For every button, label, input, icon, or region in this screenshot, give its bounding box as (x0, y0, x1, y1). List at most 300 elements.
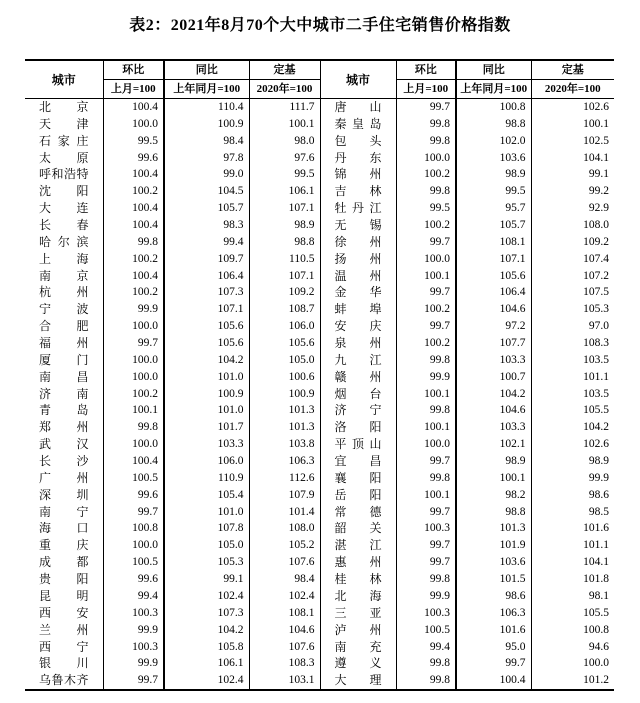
base-value-right: 107.5 (583, 286, 609, 299)
base-value-right: 103.5 (583, 353, 609, 366)
yoy-value-right: 98.8 (456, 504, 531, 521)
city-cell-left: 合肥 (25, 318, 103, 335)
yoy-value-left: 102.4 (164, 588, 249, 605)
base-value-left: 107.6 (249, 639, 320, 656)
base-value-left: 106.1 (249, 183, 320, 200)
city-cell-right: 安庆 (320, 318, 396, 335)
yoy-value-left: 107.1 (164, 301, 249, 318)
base-value-right: 103.5 (583, 387, 609, 400)
header-mom-sub-right: 上月=100 (396, 80, 456, 99)
base-value-left: 108.1 (249, 605, 320, 622)
mom-value-left: 99.7 (103, 672, 164, 690)
table-row (25, 183, 614, 200)
city-cell-left: 西宁 (25, 639, 103, 656)
header-mom-left: 环比 (103, 60, 164, 80)
base-value-right: 105.3 (583, 303, 609, 316)
yoy-value-left: 106.4 (164, 268, 249, 285)
table-row (25, 504, 614, 521)
mom-value-left: 100.1 (103, 402, 164, 419)
yoy-value-left: 107.3 (164, 284, 249, 301)
base-value-left: 101.3 (249, 419, 320, 436)
base-value-left: 105.0 (249, 352, 320, 369)
mom-value-right: 100.3 (396, 605, 456, 622)
base-value-left: 98.9 (249, 217, 320, 234)
base-value-right: 98.5 (588, 505, 609, 518)
yoy-value-right: 103.3 (456, 352, 531, 369)
city-cell-right: 扬州 (320, 251, 396, 268)
base-value-left: 98.0 (249, 133, 320, 150)
mom-value-right: 99.8 (396, 133, 456, 150)
header-city-left: 城市 (25, 60, 103, 99)
table-body (25, 99, 614, 691)
mom-value-right: 99.8 (396, 402, 456, 419)
base-value-right: 105.5 (583, 404, 609, 417)
yoy-value-left: 98.3 (164, 217, 249, 234)
table-row (25, 318, 614, 335)
mom-value-left: 100.4 (103, 99, 164, 116)
mom-value-left: 99.8 (103, 234, 164, 251)
mom-value-right: 99.7 (396, 504, 456, 521)
yoy-value-left: 101.7 (164, 419, 249, 436)
city-cell-right: 南充 (320, 639, 396, 656)
header-base-left: 定基 (249, 60, 320, 80)
base-value-right: 108.3 (583, 337, 609, 350)
city-cell-left: 厦门 (25, 352, 103, 369)
city-cell-left: 昆明 (25, 588, 103, 605)
mom-value-right: 99.8 (396, 352, 456, 369)
table-row (25, 150, 614, 167)
base-value-right: 102.6 (583, 438, 609, 451)
yoy-value-right: 104.6 (456, 402, 531, 419)
mom-value-right: 99.8 (396, 470, 456, 487)
city-cell-right: 襄阳 (320, 470, 396, 487)
yoy-value-left: 105.6 (164, 335, 249, 352)
table-row (25, 234, 614, 251)
city-cell-right: 韶关 (320, 520, 396, 537)
yoy-value-right: 102.0 (456, 133, 531, 150)
mom-value-right: 99.8 (396, 183, 456, 200)
city-cell-left: 太原 (25, 150, 103, 167)
header-mom-sub-left: 上月=100 (103, 80, 164, 99)
mom-value-left: 100.0 (103, 436, 164, 453)
city-cell-right: 宜昌 (320, 453, 396, 470)
page-title: 表2：2021年8月70个大中城市二手住宅销售价格指数 (129, 17, 511, 34)
base-value-left: 105.6 (249, 335, 320, 352)
table-row (25, 133, 614, 150)
city-cell-left: 重庆 (25, 537, 103, 554)
city-cell-left: 乌鲁木齐 (25, 672, 103, 690)
header-mom-right: 环比 (396, 60, 456, 80)
base-value-left: 108.3 (249, 655, 320, 672)
city-cell-left: 兰州 (25, 622, 103, 639)
table-row (25, 268, 614, 285)
city-cell-right: 遵义 (320, 655, 396, 672)
yoy-value-right: 98.6 (456, 588, 531, 605)
yoy-value-left: 100.9 (164, 116, 249, 133)
city-cell-right: 泉州 (320, 335, 396, 352)
city-cell-left: 海口 (25, 520, 103, 537)
city-cell-right: 大理 (320, 672, 396, 690)
base-value-left: 104.6 (249, 622, 320, 639)
base-value-right: 100.0 (583, 657, 609, 670)
city-cell-right: 泸州 (320, 622, 396, 639)
mom-value-left: 99.7 (103, 504, 164, 521)
yoy-value-left: 101.0 (164, 402, 249, 419)
city-cell-right: 三亚 (320, 605, 396, 622)
yoy-value-right: 107.7 (456, 335, 531, 352)
base-value-left: 107.6 (249, 554, 320, 571)
city-cell-right: 无锡 (320, 217, 396, 234)
base-value-right: 99.9 (588, 471, 609, 484)
mom-value-right: 99.9 (396, 588, 456, 605)
base-value-right: 109.2 (583, 235, 609, 248)
base-value-left: 99.5 (249, 166, 320, 183)
yoy-value-right: 101.3 (456, 520, 531, 537)
base-value-right: 107.4 (583, 252, 609, 265)
header-yoy-sub-right: 上年同月=100 (456, 80, 531, 99)
base-value-right: 101.2 (583, 674, 609, 687)
mom-value-right: 99.7 (396, 537, 456, 554)
city-cell-left: 上海 (25, 251, 103, 268)
yoy-value-right: 104.6 (456, 301, 531, 318)
yoy-value-right: 98.2 (456, 487, 531, 504)
table-row (25, 622, 614, 639)
base-value-right: 105.5 (583, 606, 609, 619)
city-cell-right: 秦皇岛 (320, 116, 396, 133)
mom-value-left: 100.4 (103, 200, 164, 217)
base-value-left: 108.7 (249, 301, 320, 318)
base-value-right: 104.1 (583, 556, 609, 569)
yoy-value-right: 99.7 (456, 655, 531, 672)
base-value-right: 100.8 (583, 623, 609, 636)
base-value-left: 98.4 (249, 571, 320, 588)
base-value-left: 107.9 (249, 487, 320, 504)
city-cell-right: 丹东 (320, 150, 396, 167)
city-cell-left: 济南 (25, 386, 103, 403)
city-cell-right: 蚌埠 (320, 301, 396, 318)
base-value-left: 101.3 (249, 402, 320, 419)
mom-value-left: 100.2 (103, 386, 164, 403)
mom-value-left: 99.4 (103, 588, 164, 605)
mom-value-left: 100.2 (103, 284, 164, 301)
yoy-value-left: 104.2 (164, 352, 249, 369)
mom-value-left: 99.8 (103, 419, 164, 436)
table-row (25, 352, 614, 369)
mom-value-left: 99.9 (103, 622, 164, 639)
base-value-right: 98.1 (588, 589, 609, 602)
table-row (25, 487, 614, 504)
city-cell-right: 徐州 (320, 234, 396, 251)
base-value-right: 108.0 (583, 219, 609, 232)
city-cell-left: 福州 (25, 335, 103, 352)
table-row (25, 436, 614, 453)
city-cell-left: 西安 (25, 605, 103, 622)
base-value-left: 108.0 (249, 520, 320, 537)
mom-value-right: 99.7 (396, 554, 456, 571)
mom-value-right: 99.8 (396, 655, 456, 672)
base-value-right: 97.0 (588, 320, 609, 333)
base-value-right: 107.2 (583, 269, 609, 282)
yoy-value-left: 105.8 (164, 639, 249, 656)
city-cell-right: 锦州 (320, 166, 396, 183)
mom-value-right: 100.0 (396, 150, 456, 167)
city-cell-right: 桂林 (320, 571, 396, 588)
table-row (25, 520, 614, 537)
yoy-value-right: 102.1 (456, 436, 531, 453)
city-cell-left: 南宁 (25, 504, 103, 521)
yoy-value-right: 105.7 (456, 217, 531, 234)
mom-value-right: 99.5 (396, 200, 456, 217)
city-cell-left: 青岛 (25, 402, 103, 419)
city-cell-right: 烟台 (320, 386, 396, 403)
base-value-left: 103.1 (249, 672, 320, 690)
mom-value-right: 100.2 (396, 335, 456, 352)
city-cell-right: 湛江 (320, 537, 396, 554)
mom-value-right: 100.2 (396, 217, 456, 234)
base-value-left: 97.6 (249, 150, 320, 167)
yoy-value-right: 103.3 (456, 419, 531, 436)
header-base-sub-left: 2020年=100 (249, 80, 320, 99)
yoy-value-left: 106.0 (164, 453, 249, 470)
mom-value-right: 99.7 (396, 99, 456, 116)
table-row (25, 217, 614, 234)
yoy-value-right: 101.6 (456, 622, 531, 639)
city-cell-left: 长沙 (25, 453, 103, 470)
yoy-value-right: 101.5 (456, 571, 531, 588)
yoy-value-left: 99.4 (164, 234, 249, 251)
mom-value-left: 100.8 (103, 520, 164, 537)
yoy-value-right: 100.7 (456, 369, 531, 386)
mom-value-left: 99.6 (103, 150, 164, 167)
header-yoy-left: 同比 (164, 60, 249, 80)
base-value-right: 102.5 (583, 134, 609, 147)
table-row (25, 301, 614, 318)
yoy-value-left: 107.8 (164, 520, 249, 537)
city-cell-right: 岳阳 (320, 487, 396, 504)
table-row (25, 672, 614, 690)
mom-value-left: 100.4 (103, 217, 164, 234)
header-base-sub-right: 2020年=100 (544, 83, 601, 95)
base-value-left: 107.1 (249, 268, 320, 285)
mom-value-left: 100.3 (103, 639, 164, 656)
yoy-value-right: 100.8 (456, 99, 531, 116)
base-value-right: 101.1 (583, 539, 609, 552)
yoy-value-left: 110.9 (164, 470, 249, 487)
mom-value-left: 100.5 (103, 470, 164, 487)
yoy-value-left: 98.4 (164, 133, 249, 150)
mom-value-right: 100.1 (396, 268, 456, 285)
city-cell-right: 济宁 (320, 402, 396, 419)
city-cell-right: 常德 (320, 504, 396, 521)
yoy-value-right: 97.2 (456, 318, 531, 335)
mom-value-left: 100.2 (103, 183, 164, 200)
base-value-right: 104.1 (583, 151, 609, 164)
mom-value-left: 100.0 (103, 352, 164, 369)
city-cell-left: 大连 (25, 200, 103, 217)
yoy-value-right: 98.8 (456, 116, 531, 133)
city-cell-left: 成都 (25, 554, 103, 571)
city-cell-right: 牡丹江 (320, 200, 396, 217)
mom-value-right: 99.7 (396, 318, 456, 335)
yoy-value-left: 101.0 (164, 504, 249, 521)
base-value-right: 94.6 (588, 640, 609, 653)
mom-value-right: 100.0 (396, 251, 456, 268)
yoy-value-left: 100.9 (164, 386, 249, 403)
header-yoy-sub-left: 上年同月=100 (164, 80, 249, 99)
base-value-left: 106.3 (249, 453, 320, 470)
yoy-value-right: 101.9 (456, 537, 531, 554)
base-value-left: 100.1 (249, 116, 320, 133)
city-cell-right: 九江 (320, 352, 396, 369)
mom-value-left: 100.0 (103, 369, 164, 386)
price-index-table (25, 59, 614, 691)
base-value-right: 99.1 (588, 168, 609, 181)
table-row (25, 588, 614, 605)
yoy-value-left: 110.4 (164, 99, 249, 116)
mom-value-left: 100.4 (103, 268, 164, 285)
base-value-left: 110.5 (249, 251, 320, 268)
table-row (25, 419, 614, 436)
base-value-left: 106.0 (249, 318, 320, 335)
mom-value-left: 99.9 (103, 655, 164, 672)
base-value-right: 101.6 (583, 522, 609, 535)
header-yoy-right: 同比 (456, 60, 531, 80)
base-value-left: 112.6 (249, 470, 320, 487)
yoy-value-left: 97.8 (164, 150, 249, 167)
yoy-value-right: 100.1 (456, 470, 531, 487)
yoy-value-right: 98.9 (456, 166, 531, 183)
table-row (25, 655, 614, 672)
header-base-right: 定基 (531, 60, 614, 80)
table-row (25, 99, 614, 116)
table-row (25, 251, 614, 268)
table-row (25, 554, 614, 571)
mom-value-right: 100.2 (396, 166, 456, 183)
yoy-value-left: 106.1 (164, 655, 249, 672)
city-cell-left: 郑州 (25, 419, 103, 436)
yoy-value-right: 98.9 (456, 453, 531, 470)
mom-value-right: 100.1 (396, 419, 456, 436)
base-value-right: 102.6 (583, 101, 609, 113)
base-value-right: 99.2 (588, 185, 609, 198)
city-cell-left: 贵阳 (25, 571, 103, 588)
base-value-left: 101.4 (249, 504, 320, 521)
base-value-left: 111.7 (249, 99, 320, 116)
base-value-left: 109.2 (249, 284, 320, 301)
base-value-left: 103.8 (249, 436, 320, 453)
yoy-value-right: 99.5 (456, 183, 531, 200)
yoy-value-left: 105.6 (164, 318, 249, 335)
base-value-left: 100.6 (249, 369, 320, 386)
yoy-value-left: 104.2 (164, 622, 249, 639)
yoy-value-left: 105.7 (164, 200, 249, 217)
base-value-left: 105.2 (249, 537, 320, 554)
city-cell-left: 深圳 (25, 487, 103, 504)
mom-value-left: 99.9 (103, 301, 164, 318)
header-city-right: 城市 (320, 60, 396, 99)
base-value-right: 101.8 (583, 573, 609, 586)
table-row (25, 402, 614, 419)
mom-value-right: 99.7 (396, 234, 456, 251)
table-row (25, 200, 614, 217)
yoy-value-right: 100.4 (456, 672, 531, 690)
mom-value-left: 99.6 (103, 571, 164, 588)
yoy-value-left: 103.3 (164, 436, 249, 453)
table-row (25, 639, 614, 656)
city-cell-right: 惠州 (320, 554, 396, 571)
mom-value-left: 100.5 (103, 554, 164, 571)
mom-value-right: 99.9 (396, 369, 456, 386)
table-header (25, 60, 614, 99)
mom-value-right: 100.2 (396, 301, 456, 318)
table-row (25, 369, 614, 386)
base-value-right: 104.2 (583, 421, 609, 434)
table-row (25, 166, 614, 183)
base-value-right: 98.9 (588, 455, 609, 468)
city-cell-left: 沈阳 (25, 183, 103, 200)
yoy-value-right: 103.6 (456, 150, 531, 167)
mom-value-right: 100.0 (396, 436, 456, 453)
base-value-left: 102.4 (249, 588, 320, 605)
yoy-value-right: 103.6 (456, 554, 531, 571)
yoy-value-left: 109.7 (164, 251, 249, 268)
city-cell-right: 唐山 (320, 99, 396, 116)
yoy-value-right: 108.1 (456, 234, 531, 251)
city-cell-left: 武汉 (25, 436, 103, 453)
mom-value-right: 99.8 (396, 571, 456, 588)
table-row (25, 605, 614, 622)
yoy-value-right: 105.6 (456, 268, 531, 285)
yoy-value-left: 105.3 (164, 554, 249, 571)
yoy-value-left: 105.4 (164, 487, 249, 504)
mom-value-right: 99.8 (396, 672, 456, 690)
mom-value-left: 99.7 (103, 335, 164, 352)
yoy-value-left: 107.3 (164, 605, 249, 622)
mom-value-right: 100.1 (396, 487, 456, 504)
city-cell-left: 长春 (25, 217, 103, 234)
city-cell-left: 南京 (25, 268, 103, 285)
table-row (25, 386, 614, 403)
mom-value-left: 100.3 (103, 605, 164, 622)
mom-value-left: 100.2 (103, 251, 164, 268)
yoy-value-right: 95.7 (456, 200, 531, 217)
city-cell-right: 吉林 (320, 183, 396, 200)
yoy-value-left: 105.0 (164, 537, 249, 554)
base-value-right: 92.9 (588, 202, 609, 215)
mom-value-left: 100.0 (103, 318, 164, 335)
yoy-value-left: 101.0 (164, 369, 249, 386)
mom-value-left: 100.4 (103, 453, 164, 470)
city-cell-right: 赣州 (320, 369, 396, 386)
base-value-left: 100.9 (249, 386, 320, 403)
city-cell-left: 石家庄 (25, 133, 103, 150)
city-cell-right: 北海 (320, 588, 396, 605)
table-row (25, 470, 614, 487)
city-cell-left: 杭州 (25, 284, 103, 301)
city-cell-left: 呼和浩特 (25, 166, 103, 183)
city-cell-right: 洛阳 (320, 419, 396, 436)
base-value-right: 100.1 (583, 117, 609, 130)
table-row (25, 335, 614, 352)
city-cell-left: 宁波 (25, 301, 103, 318)
mom-value-left: 100.0 (103, 537, 164, 554)
mom-value-right: 100.3 (396, 520, 456, 537)
city-cell-left: 北京 (25, 99, 103, 116)
yoy-value-right: 106.3 (456, 605, 531, 622)
yoy-value-right: 95.0 (456, 639, 531, 656)
mom-value-left: 99.5 (103, 133, 164, 150)
table-row (25, 116, 614, 133)
